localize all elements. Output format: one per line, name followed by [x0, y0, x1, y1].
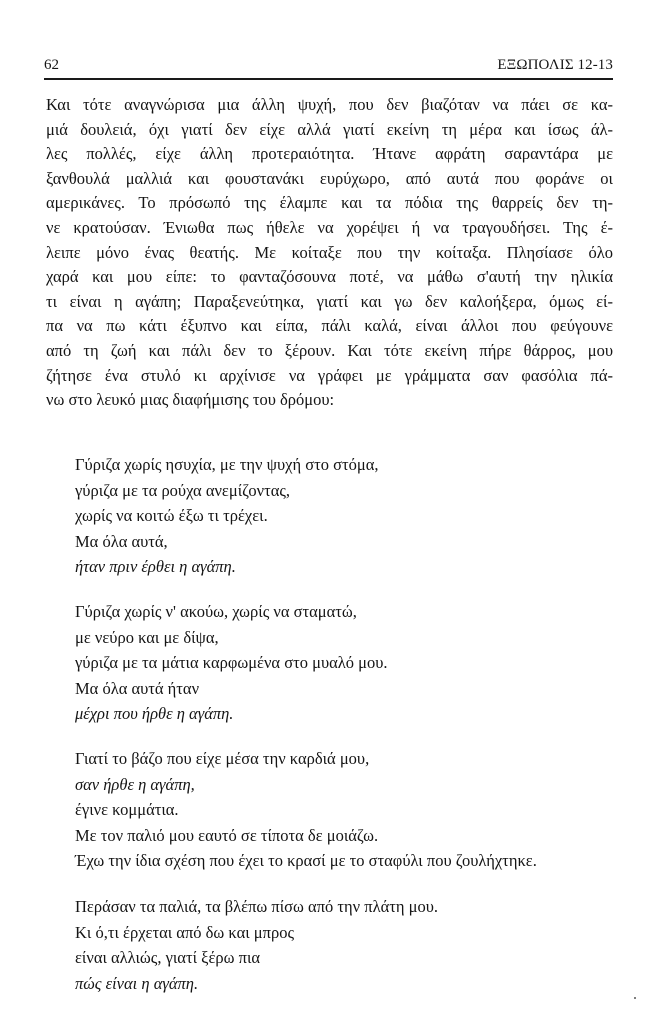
poem-line: Μα όλα αυτά ήταν — [75, 678, 200, 698]
poem-line: Κι ό,τι έρχεται από δω και μπρος — [75, 922, 294, 942]
poem-line: ήταν πριν έρθει η αγάπη. — [75, 557, 236, 577]
poem-line: είναι αλλιώς, γιατί ξέρω πια — [75, 948, 261, 968]
poem-line: έγινε κομμάτια. — [75, 800, 179, 820]
poem-stanza-4 — [75, 894, 635, 996]
prose-line: νε κρατούσαν. Ένιωθα πως ήθελε να χορέψει ή να τραγουδήσει. Της έ- — [46, 217, 613, 237]
poem-line: σαν ήρθε η αγάπη, — [75, 774, 195, 794]
prose-line: ξανθουλά μαλλιά και φουστανάκι ευρύχωρο, από αυτά που φοράνε οι — [46, 168, 613, 188]
prose-line: Και τότε αναγνώρισα μια άλλη ψυχή, που δεν βιαζόταν να πάει σε κα- — [46, 95, 613, 114]
running-header — [44, 54, 613, 80]
journal-title: ΕΞΩΠΟΛΙΣ 12-13 — [497, 57, 613, 73]
prose-line: πα να πω κάτι έξυπνο και είπα, πάλι καλά, είναι άλλοι που φεύγουνε — [46, 316, 613, 336]
poem-line: πώς είναι η αγάπη. — [75, 973, 199, 993]
prose-line: χαρά και μου είπε: το φανταζόσουνα ποτέ, να μάθω σ'αυτή την ηλικία — [46, 267, 613, 287]
prose-line: λειπε μόνο ένας θεατής. Με κοίταξε που την κοίταξα. Πλησίασε όλο — [46, 242, 613, 262]
poem-line: γύριζα με τα μάτια καρφωμένα στο μυαλό μου. — [75, 653, 388, 673]
poem-stanza-1 — [75, 452, 635, 580]
prose-line: νω στο λευκό μιας διαφήμισης του δρόμου: — [46, 390, 335, 410]
scan-speck — [634, 997, 636, 999]
poem-line: Γύριζα χωρίς ησυχία, με την ψυχή στο στόμα, — [75, 455, 379, 474]
poem-line: Μα όλα αυτά, — [75, 531, 168, 551]
poem-line: με νεύρο και με δίψα, — [75, 627, 219, 647]
page-number: 62 — [44, 57, 59, 73]
poem-line: Έχω την ίδια σχέση που έχει το κρασί με το σταφύλι που ζουλήχτηκε. — [75, 851, 537, 871]
poem-line: γύριζα με τα ρούχα ανεμίζοντας, — [75, 480, 291, 500]
poem-line: χωρίς να κοιτώ έξω τι τρέχει. — [75, 506, 268, 526]
prose-line: τι είναι η αγάπη; Παραξενεύτηκα, γιατί και γω δεν καλοήξερα, όμως εί- — [46, 291, 613, 311]
poem-stanza-2 — [75, 599, 635, 727]
prose-line: αμερικάνες. Το πρόσωπό της έλαμπε και τα πόδια της θαρρείς δεν τη- — [46, 193, 613, 213]
poem-line: Με τον παλιό μου εαυτό σε τίποτα δε μοιάζω. — [75, 825, 379, 845]
poem-line: Περάσαν τα παλιά, τα βλέπω πίσω από την πλάτη μου. — [75, 897, 438, 916]
poem-line: μέχρι που ήρθε η αγάπη. — [75, 704, 234, 724]
prose-line: λες πολλές, είχε άλλη προτεραιότητα. Ήτανε αφράτη σαραντάρα με — [46, 144, 613, 164]
poem-line: Γιατί το βάζο που είχε μέσα την καρδιά μου, — [75, 749, 370, 768]
prose-line: από τη ζωή και πάλι δεν το ξέρουν. Και τότε εκείνη πήρε θάρρος, μου — [46, 340, 613, 360]
poem-line: Γύριζα χωρίς ν' ακούω, χωρίς να σταματώ, — [75, 602, 357, 621]
poem-stanza-3 — [75, 746, 635, 874]
prose-line: ζήτησε ένα στυλό κι αρχίνισε να γράφει με γράμματα σαν φασόλια πά- — [46, 365, 613, 385]
prose-line: μιά δουλειά, όχι γιατί δεν είχε αλλά γιατί εκείνη τη μέρα και ίσως άλ- — [46, 119, 613, 139]
prose-paragraph — [46, 93, 613, 413]
